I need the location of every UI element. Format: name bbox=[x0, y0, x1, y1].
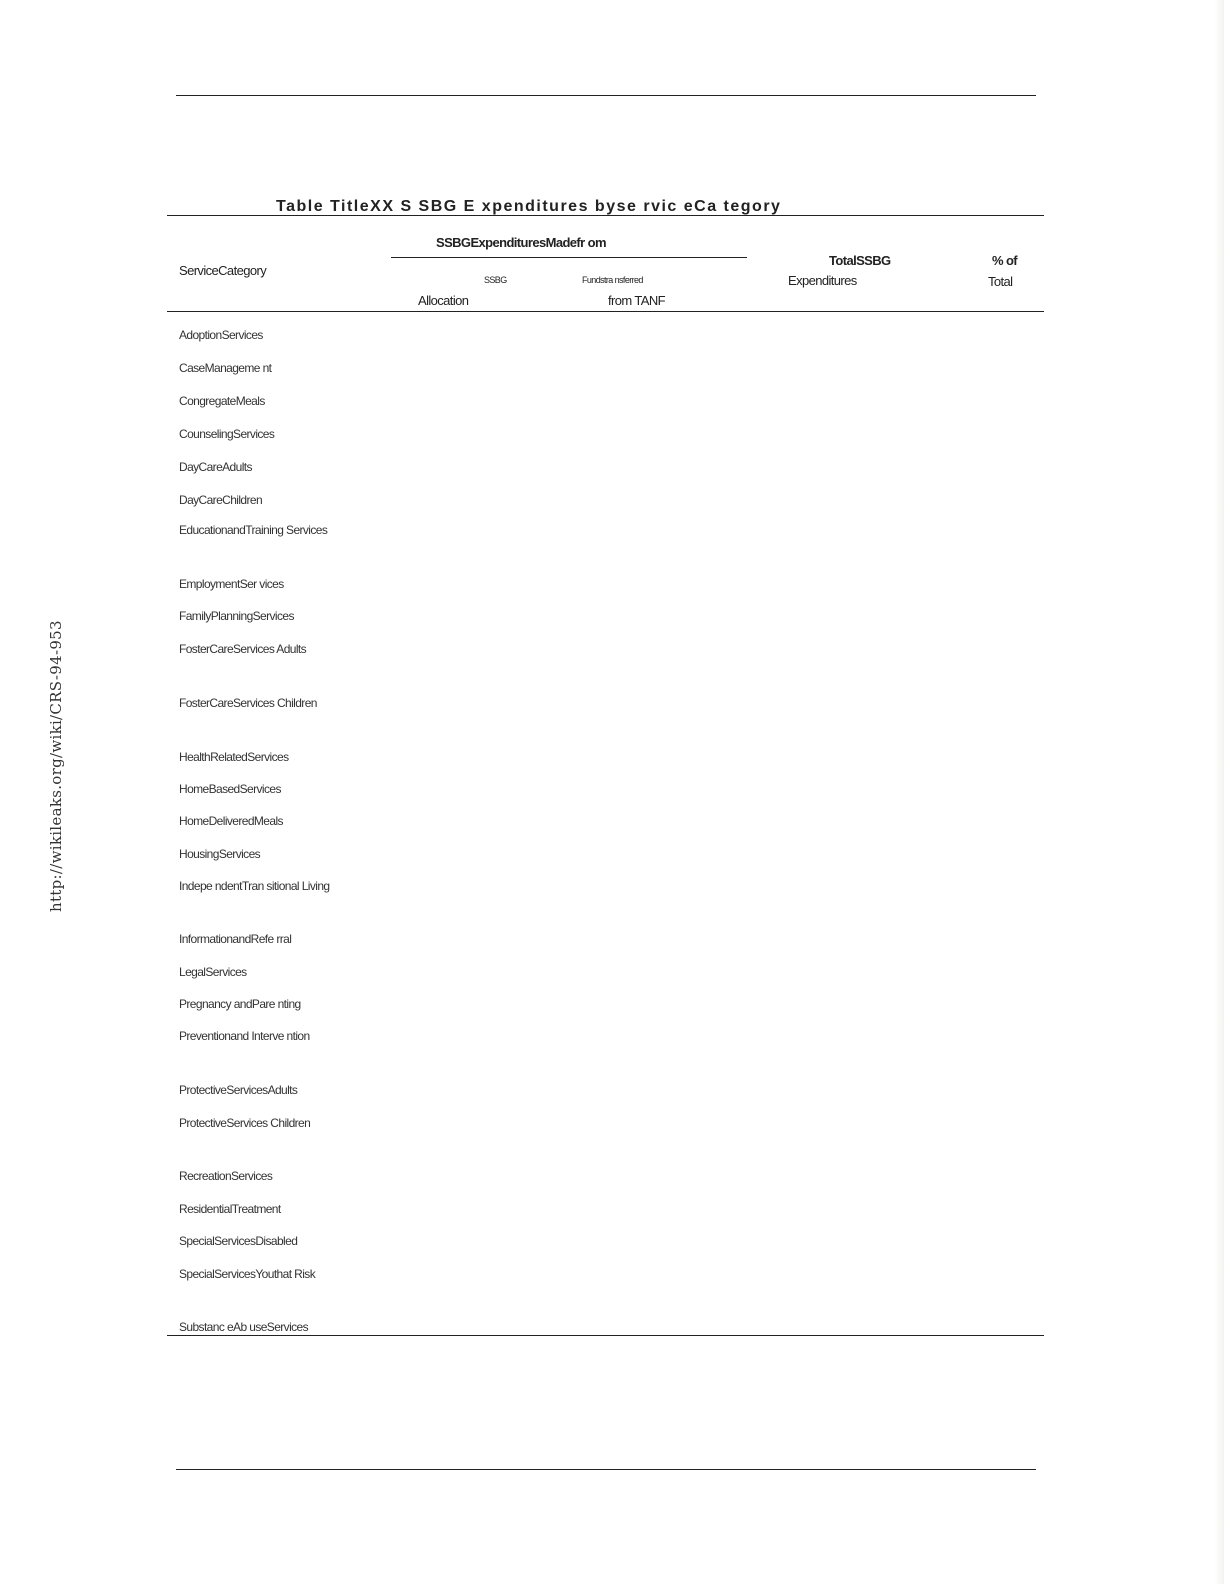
table-row: DayCareAdults bbox=[179, 460, 252, 474]
bottom-rule bbox=[176, 1469, 1036, 1470]
table-row: ProtectiveServicesAdults bbox=[179, 1083, 298, 1097]
header-total-top: TotalSSBG bbox=[829, 253, 891, 268]
top-rule bbox=[176, 95, 1036, 96]
table-row: HealthRelatedServices bbox=[179, 750, 289, 764]
table-row: FosterCareServices Children bbox=[179, 696, 317, 710]
table-row: FamilyPlanningServices bbox=[179, 609, 294, 623]
table-row: FosterCareServices Adults bbox=[179, 642, 307, 656]
table-title: Table TitleXX S SBG E xpenditures byse rvic eCa tegory bbox=[276, 198, 782, 215]
table-row: EducationandTraining Services bbox=[179, 523, 328, 537]
header-allocation-bottom: Allocation bbox=[418, 293, 469, 308]
table-row: InformationandRefe rral bbox=[179, 932, 292, 946]
table-row: SpecialServicesYouthat Risk bbox=[179, 1267, 316, 1281]
page-edge-shadow bbox=[1214, 0, 1224, 1584]
header-service-category: ServiceCategory bbox=[179, 263, 267, 278]
table-row: HousingServices bbox=[179, 847, 261, 861]
table-top-rule bbox=[167, 215, 1044, 216]
table-row: HomeBasedServices bbox=[179, 782, 281, 796]
table-row: RecreationServices bbox=[179, 1169, 273, 1183]
table-row: HomeDeliveredMeals bbox=[179, 814, 283, 828]
header-group-label: SSBGExpendituresMadefr om bbox=[436, 235, 606, 250]
table-row: Preventionand Interve ntion bbox=[179, 1029, 310, 1043]
table-row: CaseManageme nt bbox=[179, 361, 272, 375]
table-row: ProtectiveServices Children bbox=[179, 1116, 311, 1130]
header-transfer-top: Fundstra nsferred bbox=[582, 275, 643, 285]
table-row: CounselingServices bbox=[179, 427, 275, 441]
table-row: SpecialServicesDisabled bbox=[179, 1234, 298, 1248]
table-row: ResidentialTreatment bbox=[179, 1202, 281, 1216]
table-row: Pregnancy andPare nting bbox=[179, 997, 301, 1011]
table-row: AdoptionServices bbox=[179, 328, 263, 342]
table-row: CongregateMeals bbox=[179, 394, 265, 408]
watermark-url[interactable]: http://wikileaks.org/wiki/CRS-94-953 bbox=[47, 620, 65, 912]
table-row: Substanc eAb useServices bbox=[179, 1320, 309, 1334]
header-transfer-bottom: from TANF bbox=[608, 293, 665, 308]
header-total-bottom: Expenditures bbox=[788, 273, 857, 288]
table-row: Indepe ndentTran sitional Living bbox=[179, 879, 330, 893]
group-header-rule bbox=[391, 257, 747, 258]
header-allocation-top: SSBG bbox=[484, 275, 507, 285]
header-pct-bottom: Total bbox=[988, 274, 1013, 289]
header-pct-top: % of bbox=[992, 253, 1018, 268]
table-row: DayCareChildren bbox=[179, 493, 263, 507]
table-row: LegalServices bbox=[179, 965, 247, 979]
header-bottom-rule bbox=[167, 311, 1044, 312]
table-row: EmploymentSer vices bbox=[179, 577, 284, 591]
